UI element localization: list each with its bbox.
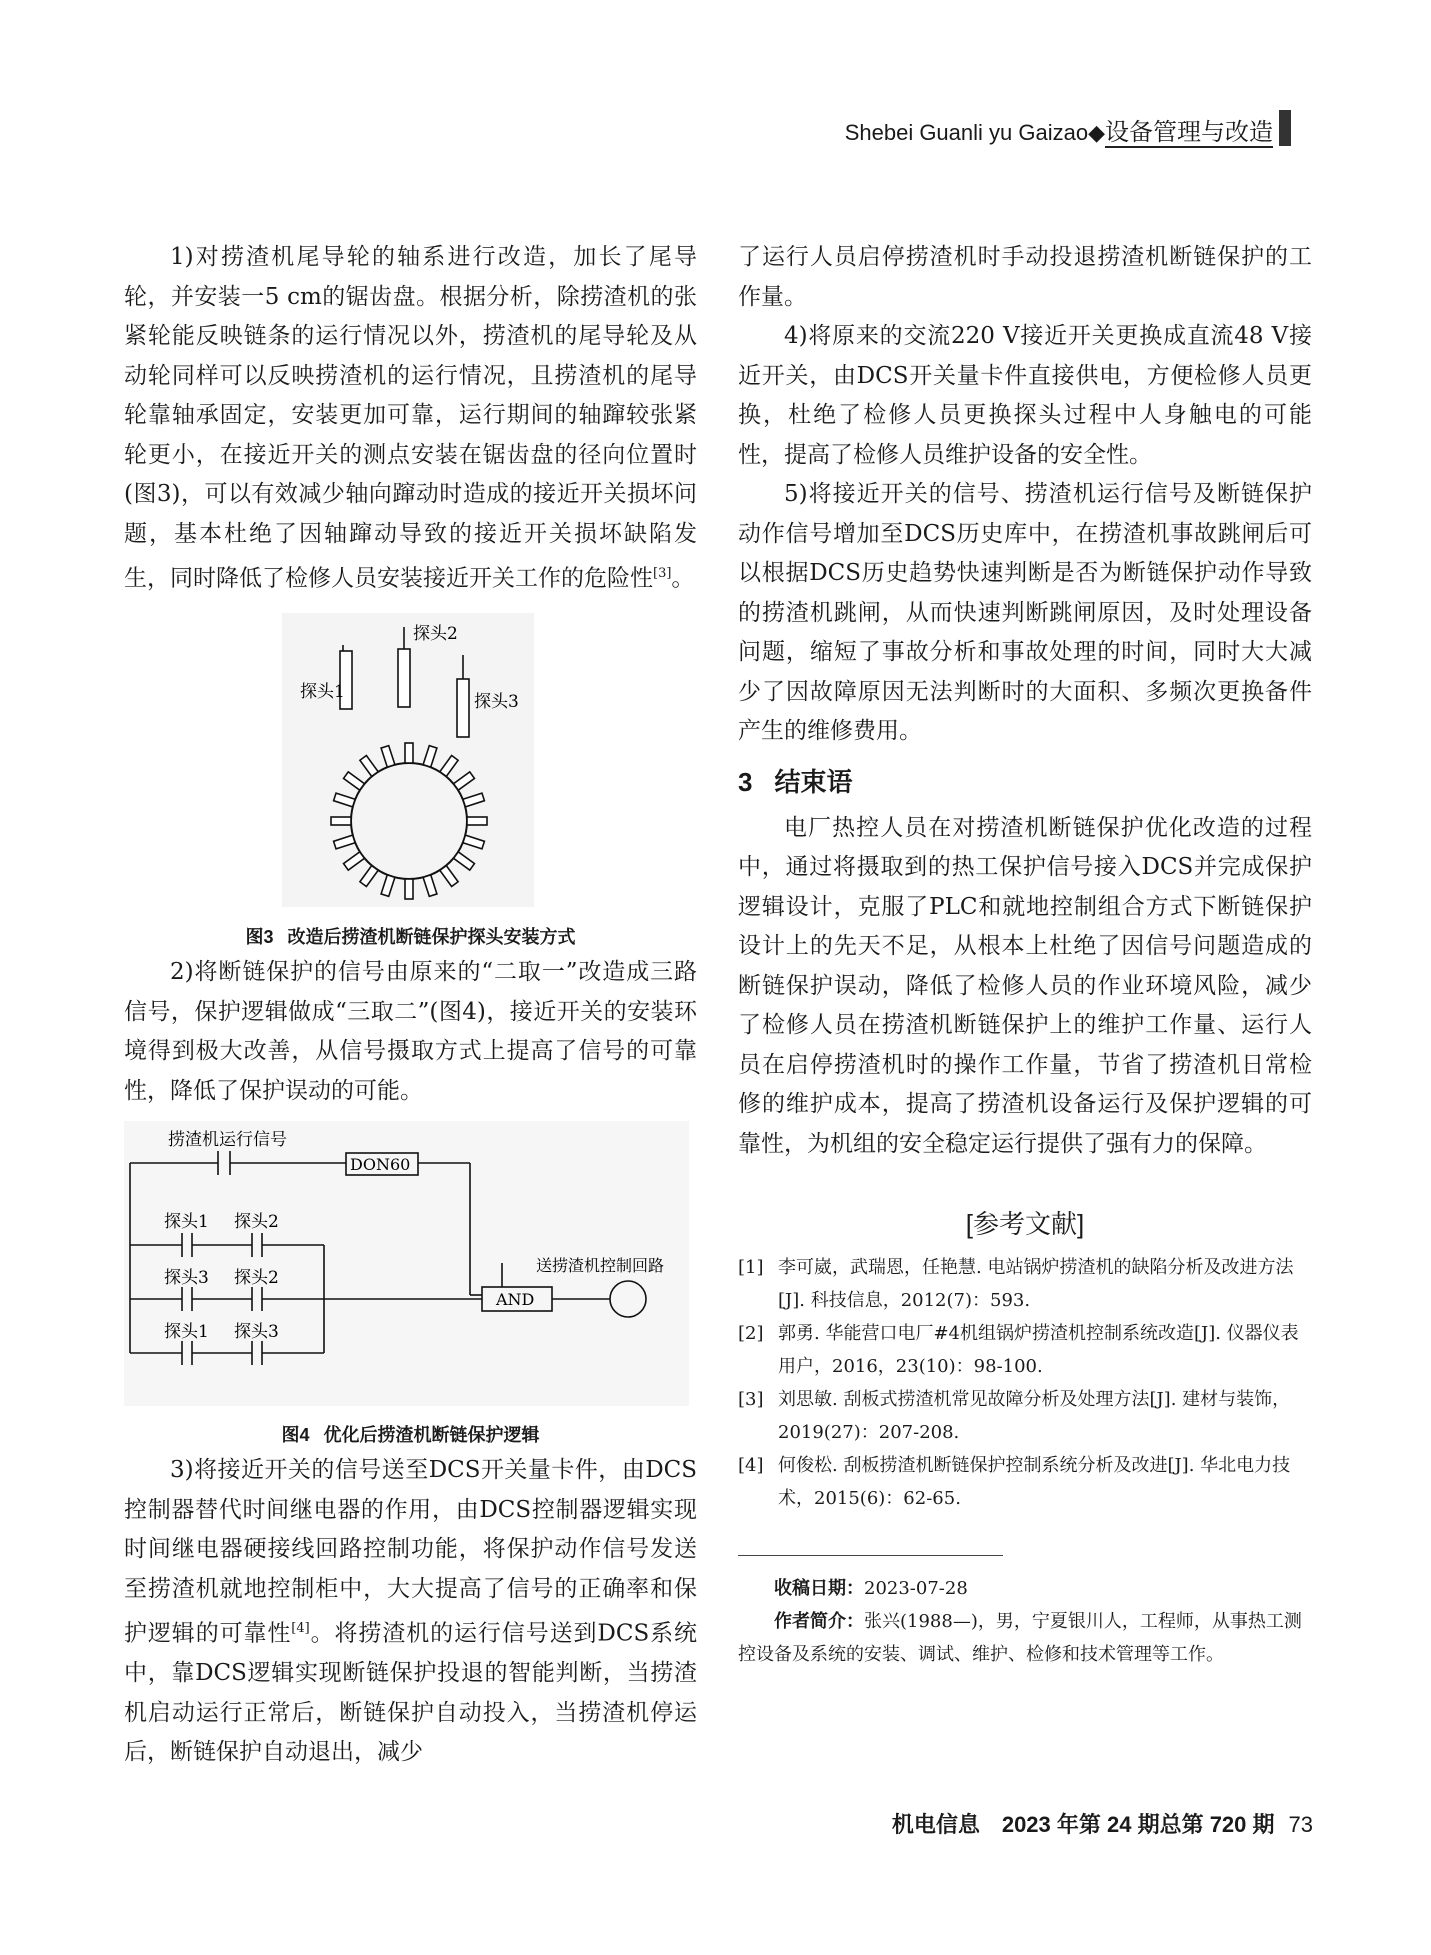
right-column bbox=[738, 238, 1312, 1671]
references-heading: [参考文献] bbox=[965, 1209, 1085, 1239]
running-head bbox=[845, 112, 1273, 147]
reference-item: [4] 何俊松. 刮板捞渣机断链保护控制系统分析及改进[J]. 华北电力技术，2015(6)：62-65. bbox=[738, 1455, 1291, 1509]
run-signal-label: 捞渣机运行信号 bbox=[168, 1130, 287, 1151]
page-header bbox=[0, 108, 1301, 148]
paragraph-1: 1)对捞渣机尾导轮的轴系进行改造，加长了尾导轮，并安装一5 cm的锯齿盘。根据分析，除捞渣机的张紧轮能反映链条的运行情况以外，捞渣机的尾导轮及从动轮同样可以反映捞渣机的运行情况，且捞渣机的尾导轮靠轴承固定，安装更加可靠，运行期间的轴蹿较张紧轮更小，在接近开关的测点安装在锯齿盘的径向位置时(图3)，可以有效减少轴向蹿动时造成的接近开关损坏问题，基本杜绝了因轴蹿动导致的接近开关损坏缺陷发生，同时降低了检修人员安装接近开关工作的危险性[3]。 bbox=[124, 244, 697, 592]
output-label: 送捞渣机控制回路 bbox=[536, 1256, 665, 1276]
row2-probe-b: 探头2 bbox=[234, 1268, 279, 1289]
row3-probe-a: 探头1 bbox=[164, 1322, 209, 1343]
page-footer bbox=[892, 1808, 1313, 1839]
reference-list bbox=[738, 1251, 1312, 1515]
row1-probe-a: 探头1 bbox=[164, 1212, 209, 1233]
reference-item: [1] 李可崴，武瑞恩，任艳慧. 电站锅炉捞渣机的缺陷分析及改进方法[J]. 科技信息，2012(7)：593. bbox=[738, 1257, 1294, 1311]
probe-3-label: 探头3 bbox=[474, 692, 519, 713]
probe-2-body bbox=[398, 649, 410, 707]
sprocket-tooth bbox=[467, 817, 487, 825]
and-block-label: AND bbox=[496, 1290, 535, 1310]
reference-item: [3] 刘思敏. 刮板式捞渣机常见故障分析及处理方法[J]. 建材与装饰，2019(27)：207-208. bbox=[738, 1389, 1291, 1443]
figure-4-logic-diagram bbox=[124, 1121, 697, 1411]
probe-1-label: 探头1 bbox=[300, 682, 345, 703]
don60-block-label: DON60 bbox=[350, 1155, 411, 1175]
figure-4-caption: 图4 优化后捞渣机断链保护逻辑 bbox=[281, 1425, 540, 1446]
reference-item: [2] 郭勇. 华能营口电厂#4机组锅炉捞渣机控制系统改造[J]. 仪器仪表用户，2016，23(10)：98-100. bbox=[738, 1323, 1299, 1377]
paragraph-3: 3)将接近开关的信号送至DCS开关量卡件，由DCS控制器替代时间继电器的作用，由DCS控制器逻辑实现时间继电器硬接线回路控制功能，将保护动作信号发送至捞渣机就地控制柜中，大大提高了信号的正确率和保护逻辑的可靠性[4]。将捞渣机的运行信号送到DCS系统中，靠DCS逻辑实现断链保护投退的智能判断，当捞渣机启动运行正常后，断链保护自动投入，当捞渣机停运后，断链保护自动退出，减少 bbox=[124, 1457, 698, 1766]
header-rule bbox=[1105, 146, 1273, 148]
paragraph-4: 4)将原来的交流220 V接近开关更换成直流48 V接近开关，由DCS开关量卡件直接供电，方便检修人员更换，杜绝了检修人员更换探头过程中人身触电的可能性，提高了检修人员维护设备的安全性。 bbox=[738, 323, 1312, 468]
sprocket-tooth bbox=[405, 743, 413, 763]
journal-pinyin: Shebei Guanli yu Gaizao bbox=[844, 120, 1089, 145]
sprocket-tooth bbox=[405, 879, 413, 899]
left-column bbox=[124, 238, 697, 1773]
footer-journal-issue: 机电信息 2023 年第 24 期总第 720 期 bbox=[891, 1812, 1275, 1837]
row3-probe-b: 探头3 bbox=[234, 1322, 279, 1343]
journal-chinese-title: 设备管理与改造 bbox=[1105, 119, 1273, 146]
author-bio: 作者简介：张兴(1988—)，男，宁夏银川人，工程师，从事热工测控设备及系统的安装、调试、维护、检修和技术管理等工作。 bbox=[738, 1611, 1302, 1665]
probe-3-body bbox=[457, 679, 469, 737]
citation-3[interactable]: [3] bbox=[653, 566, 672, 581]
figure-3-caption: 图3 改造后捞渣机断链保护探头安装方式 bbox=[245, 927, 576, 948]
probe-2-label: 探头2 bbox=[413, 624, 458, 645]
footnote-rule bbox=[738, 1555, 1003, 1556]
figure-3-diagram bbox=[124, 613, 697, 913]
header-bar bbox=[1279, 110, 1291, 146]
figure-4 bbox=[124, 1121, 697, 1447]
conclusion-paragraph: 电厂热控人员在对捞渣机断链保护优化改造的过程中，通过将摄取到的热工保护信号接入DCS并完成保护逻辑设计，克服了PLC和就地控制组合方式下断链保护设计上的先天不足，从根本上杜绝了因信号问题造成的断链保护误动，降低了检修人员的作业环境风险，减少了检修人员在捞渣机断链保护上的维护工作量、运行人员在启停捞渣机时的操作工作量，节省了捞渣机日常检修的维护成本，提高了捞渣机设备运行及保护逻辑的可靠性，为机组的安全稳定运行提供了强有力的保障。 bbox=[738, 814, 1312, 1157]
citation-4[interactable]: [4] bbox=[291, 1621, 310, 1637]
section-3-heading: 3 结束语 bbox=[738, 766, 853, 797]
received-date: 收稿日期：2023-07-28 bbox=[774, 1578, 968, 1599]
page-number: 73 bbox=[1288, 1812, 1313, 1837]
row1-probe-b: 探头2 bbox=[234, 1212, 279, 1233]
paragraph-2: 2)将断链保护的信号由原来的“二取一”改造成三路信号，保护逻辑做成“三取二”(图4)，接近开关的安装环境得到极大改善，从信号摄取方式上提高了信号的可靠性，降低了保护误动的可能。 bbox=[124, 959, 697, 1104]
sprocket-tooth bbox=[331, 817, 351, 825]
figure-3 bbox=[124, 613, 697, 949]
row2-probe-a: 探头3 bbox=[164, 1268, 209, 1289]
header-separator: ◆ bbox=[1088, 120, 1105, 145]
paragraph-5: 5)将接近开关的信号、捞渣机运行信号及断链保护动作信号增加至DCS历史库中，在捞渣机事故跳闸后可以根据DCS历史趋势快速判断是否为断链保护动作导致的捞渣机跳闸，从而快速判断跳闸原因，及时处理设备问题，缩短了事故分析和事故处理的时间，同时大大减少了因故障原因无法判断时的大面积、多频次更换备件产生的维修费用。 bbox=[738, 481, 1312, 744]
paragraph-continued: 了运行人员启停捞渣机时手动投退捞渣机断链保护的工作量。 bbox=[738, 244, 1312, 310]
